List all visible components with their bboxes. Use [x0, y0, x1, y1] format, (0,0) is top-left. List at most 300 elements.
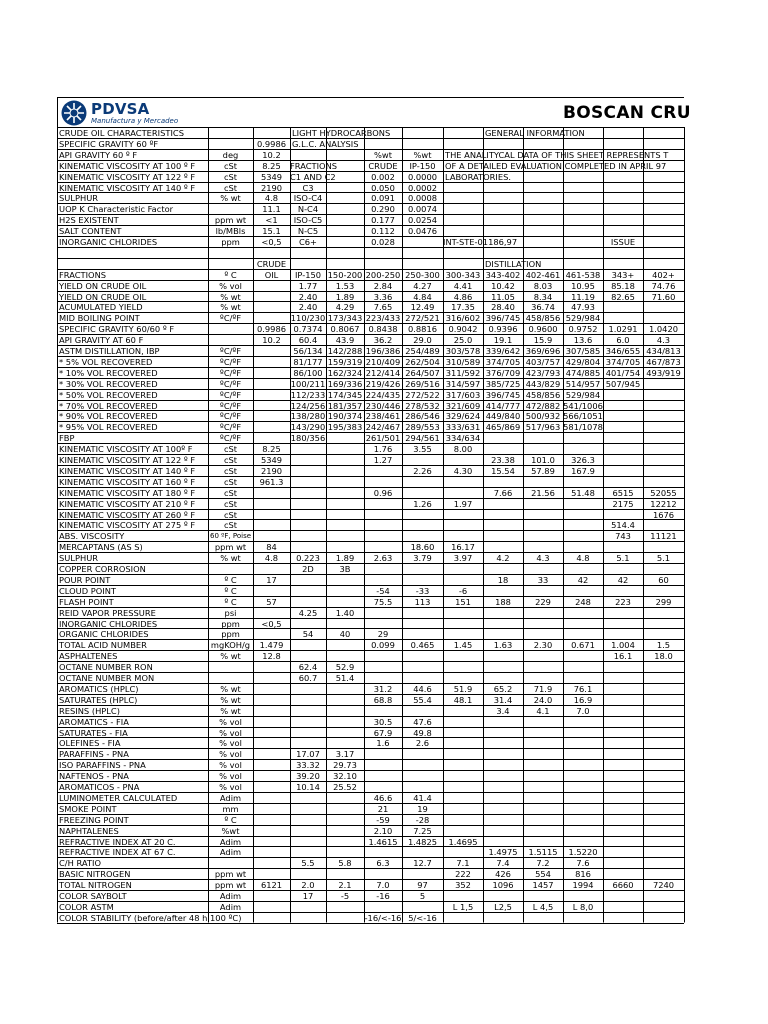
- cell-c4: 5/<-16: [408, 913, 437, 923]
- cell-c5: LABORATORIES.: [445, 172, 511, 182]
- cell-property: ORGANIC CHLORIDES: [59, 629, 149, 639]
- cell-c4: 272/522: [405, 390, 440, 400]
- cell-unit: cSt: [223, 466, 238, 476]
- cell-c6: 19.1: [493, 335, 513, 345]
- cell-property: SULPHUR: [59, 193, 99, 203]
- cell-c4: 55.4: [413, 695, 432, 705]
- cell-c3: 1.4615: [368, 837, 398, 847]
- cell-c10: 11121: [650, 531, 677, 541]
- cell-c1: 112/233: [290, 390, 326, 400]
- cell-c2: 40: [339, 629, 351, 639]
- cell-property: * 70% VOL RECOVERED: [59, 401, 158, 411]
- cell-c4: 2.26: [413, 466, 432, 476]
- cell-c3: 29: [377, 629, 389, 639]
- cell-c9: 743: [615, 531, 631, 541]
- cell-crude: 8.25: [262, 444, 281, 454]
- cell-c8: 0.9752: [568, 324, 598, 334]
- cell-c8: 248: [575, 597, 591, 607]
- cell-c3: 31.2: [373, 684, 393, 694]
- cell-c5: 7.1: [456, 858, 470, 868]
- cell-c7: 2.30: [533, 640, 553, 650]
- cell-c5: 51.9: [453, 684, 473, 694]
- cell-c8: 7.0: [576, 706, 590, 716]
- cell-c9: 16.1: [613, 651, 633, 661]
- cell-c1: 1.77: [298, 281, 318, 291]
- cell-c9: 6515: [612, 488, 634, 498]
- cell-property: REFRACTIVE INDEX AT 20 C.: [59, 837, 176, 847]
- cell-c2: 173/343: [327, 313, 363, 323]
- cell-c1: 124/256: [290, 401, 326, 411]
- cell-c5: 316/602: [445, 313, 481, 323]
- cell-c10: 493/919: [646, 368, 681, 378]
- cell-property: * 95% VOL RECOVERED: [59, 422, 158, 432]
- cell-c10: 299: [655, 597, 672, 607]
- logo-wordmark: PDVSA: [91, 100, 150, 118]
- cell-property: KINEMATIC VISCOSITY AT 100 º F: [59, 161, 196, 171]
- cell-c7: 458/856: [525, 390, 561, 400]
- cell-c7: 8.34: [533, 292, 553, 302]
- cell-c8: 307/585: [565, 346, 601, 356]
- cell-c4: 264/507: [405, 368, 440, 378]
- cell-c5: 1.97: [453, 499, 473, 509]
- cell-unit: ºC/ºF: [219, 379, 242, 389]
- cell-property: ASTM DISTILLATION, IBP: [59, 346, 160, 356]
- cell-c7: 500/932: [525, 411, 561, 421]
- cell-property: PARAFFINS - PNA: [59, 749, 129, 759]
- cell-c1: 2.40: [298, 302, 318, 312]
- cell-unit: º C: [224, 597, 237, 607]
- cell-c6: 396/745: [485, 390, 521, 400]
- cell-c9: 1.004: [611, 640, 635, 650]
- cell-c9: 6.0: [616, 335, 630, 345]
- cell-c6: 11.05: [491, 292, 515, 302]
- cell-c6: DISTILLATION: [485, 259, 542, 269]
- cell-c4: 0.0008: [407, 193, 438, 203]
- cell-c1: 2D: [302, 564, 314, 574]
- cell-c4: 3.55: [413, 444, 432, 454]
- cell-c3: 0.290: [371, 204, 395, 214]
- cell-c8: 1.5220: [568, 847, 598, 857]
- cell-property: ISO PARAFFINS - PNA: [59, 760, 146, 770]
- cell-c8: 47.93: [571, 302, 595, 312]
- cell-c2: 1.40: [335, 608, 355, 618]
- cell-c6: 28.40: [491, 302, 515, 312]
- cell-property: YIELD ON CRUDE OIL: [59, 292, 147, 302]
- cell-c8: 167.9: [571, 466, 595, 476]
- cell-c9: ISSUE: [610, 237, 636, 247]
- cell-c2: 2.1: [338, 880, 352, 890]
- cell-c5: 317/603: [445, 390, 481, 400]
- cell-c1: IP-150: [294, 270, 322, 280]
- cell-unit: % wt: [220, 651, 241, 661]
- cell-c3: 242/467: [365, 422, 401, 432]
- cell-unit: ppm: [221, 619, 240, 629]
- cell-c4: 0.0254: [407, 215, 438, 225]
- cell-c3: -16: [376, 891, 390, 901]
- cell-property: AROMATICOS - PNA: [59, 782, 140, 792]
- cell-c7: 8.03: [533, 281, 553, 291]
- cell-c1: N-C5: [297, 226, 319, 236]
- cell-unit: ºC/ºF: [219, 433, 242, 443]
- cell-c2: 32.10: [333, 771, 357, 781]
- cell-c3: 0.177: [371, 215, 395, 225]
- cell-c3: 36.2: [373, 335, 393, 345]
- cell-c5: 300-343: [445, 270, 481, 280]
- cell-c8: 474/885: [565, 368, 601, 378]
- cell-c1: 60.7: [298, 673, 318, 683]
- cell-c8: 514/957: [565, 379, 601, 389]
- cell-c3: 21: [377, 804, 389, 814]
- cell-c6: 414/777: [485, 401, 521, 411]
- cell-property: KINEMATIC VISCOSITY AT 122 º F: [59, 455, 196, 465]
- cell-c8: 13.6: [573, 335, 593, 345]
- cell-property: INORGANIC CHLORIDES: [59, 237, 158, 247]
- cell-c3: 0.099: [371, 640, 395, 650]
- cell-c6: 7.66: [493, 488, 513, 498]
- cell-c3: 0.028: [371, 237, 395, 247]
- cell-unit: % wt: [220, 302, 241, 312]
- cell-crude: 5349: [260, 172, 283, 182]
- cell-c8: 76.1: [573, 684, 593, 694]
- cell-c2: 169/336: [327, 379, 363, 389]
- cell-property: OCTANE NUMBER RON: [59, 662, 153, 672]
- cell-property: KINEMATIC VISCOSITY AT 140 º F: [59, 183, 196, 193]
- cell-c10: 1676: [652, 510, 675, 520]
- cell-property: KINEMATIC VISCOSITY AT 275 º F: [59, 520, 196, 530]
- cell-c3: 46.6: [373, 793, 393, 803]
- cell-c2: 3B: [339, 564, 351, 574]
- cell-property: SALT CONTENT: [59, 226, 122, 236]
- cell-c7: 402-461: [525, 270, 561, 280]
- cell-c4: 18.60: [410, 542, 435, 552]
- cell-crude: 10.2: [262, 150, 281, 160]
- cell-c4: 0.0476: [407, 226, 438, 236]
- cell-property: COLOR ASTM: [59, 902, 114, 912]
- cell-c4: 0.465: [410, 640, 435, 650]
- cell-unit: % vol: [219, 738, 242, 748]
- cell-c3: 219/426: [365, 379, 401, 389]
- cell-c4: 294/561: [405, 433, 440, 443]
- cell-unit: % vol: [219, 782, 242, 792]
- cell-c9: 346/655: [605, 346, 641, 356]
- cell-c4: 47.6: [413, 717, 432, 727]
- cell-property: FREEZING POINT: [59, 815, 129, 825]
- cell-c5: 25.0: [453, 335, 473, 345]
- cell-property: H2S EXISTENT: [59, 215, 119, 225]
- cell-property: AROMATICS (HPLC): [59, 684, 139, 694]
- cell-unit: º C: [224, 586, 237, 596]
- cell-unit: cSt: [223, 499, 238, 509]
- cell-c9: 2175: [612, 499, 634, 509]
- cell-c5: OF A DETAILED EVALUATION COMPLETED IN APRIL 97: [445, 161, 667, 171]
- cell-c1: 17: [302, 891, 314, 901]
- cell-c5: 16.17: [451, 542, 475, 552]
- cell-unit: ºC/ºF: [219, 401, 242, 411]
- cell-c4: 7.25: [413, 826, 432, 836]
- cell-c6: 339/642: [485, 346, 521, 356]
- cell-c1: 10.14: [296, 782, 320, 792]
- cell-c3: 0.050: [371, 183, 395, 193]
- cell-c5: 8.00: [453, 444, 473, 454]
- cell-unit: cSt: [223, 444, 238, 454]
- cell-c2: 0.8067: [330, 324, 360, 334]
- cell-property: UOP K Characteristic Factor: [59, 204, 174, 214]
- cell-c9: 343+: [611, 270, 635, 280]
- cell-c4: 49.8: [413, 728, 432, 738]
- cell-property: API GRAVITY AT 60 F: [59, 335, 144, 345]
- cell-property: NAFTENOS - PNA: [59, 771, 129, 781]
- cell-unit: cSt: [223, 161, 238, 171]
- cell-unit: % vol: [219, 771, 242, 781]
- cell-unit: ºC/ºF: [219, 346, 242, 356]
- cell-c2: 29.73: [333, 760, 357, 770]
- cell-c1: 143/290: [290, 422, 326, 432]
- cell-c7: 1457: [532, 880, 554, 890]
- cell-c9: 82.65: [611, 292, 635, 302]
- cell-c6: 396/745: [485, 313, 521, 323]
- cell-c8: 11.19: [571, 292, 595, 302]
- cell-c2: 1.89: [335, 553, 355, 563]
- cell-unit: º C: [224, 575, 237, 585]
- cell-unit: ºC/ºF: [219, 411, 242, 421]
- cell-c6: 3.4: [496, 706, 510, 716]
- cell-property: C/H RATIO: [59, 858, 101, 868]
- cell-c2: 25.52: [333, 782, 357, 792]
- cell-crude: 0.9986: [256, 139, 287, 149]
- cell-c1: C1 AND C2: [290, 172, 336, 182]
- cell-c5: 3.97: [453, 553, 473, 563]
- cell-property: * 50% VOL RECOVERED: [59, 390, 158, 400]
- cell-crude: OIL: [264, 270, 279, 280]
- cell-property: FBP: [59, 433, 75, 443]
- cell-c4: 262/504: [405, 357, 440, 367]
- cell-c5: 352: [455, 880, 471, 890]
- cell-c6: 449/840: [485, 411, 521, 421]
- cell-c6: 15.54: [491, 466, 515, 476]
- cell-c9: 374/705: [605, 357, 641, 367]
- cell-c6: L2,5: [494, 902, 512, 912]
- cell-c4: 4.84: [413, 292, 432, 302]
- cell-c2: 150-200: [327, 270, 363, 280]
- cell-c1: 4.25: [298, 608, 318, 618]
- cell-unit: cSt: [223, 477, 238, 487]
- cell-c3: 224/435: [365, 390, 401, 400]
- cell-c1: C6+: [298, 237, 318, 247]
- cell-c3: 238/461: [365, 411, 401, 421]
- cell-c3: 0.96: [373, 488, 393, 498]
- cell-c2: 142/288: [327, 346, 363, 356]
- cell-c2: 159/319: [327, 357, 363, 367]
- cell-c2: 195/383: [327, 422, 363, 432]
- cell-property: INORGANIC CHLORIDES: [59, 619, 158, 629]
- cell-c8: 42: [577, 575, 589, 585]
- cell-property: KINEMATIC VISCOSITY AT 260 º F: [59, 510, 196, 520]
- cell-crude: <1: [265, 215, 278, 225]
- cell-c4: 19: [417, 804, 428, 814]
- cell-c5: -6: [458, 586, 468, 596]
- cell-unit: cSt: [223, 172, 238, 182]
- cell-unit: cSt: [223, 183, 238, 193]
- cell-crude: CRUDE: [256, 259, 287, 269]
- cell-c4: 1.26: [413, 499, 432, 509]
- cell-unit: % vol: [219, 717, 242, 727]
- cell-c3: 212/414: [365, 368, 401, 378]
- cell-c4: 12.7: [413, 858, 432, 868]
- cell-c4: 1.4825: [407, 837, 438, 847]
- cell-c7: 554: [535, 869, 551, 879]
- cell-unit: % wt: [220, 193, 241, 203]
- cell-property: SATURATES (HPLC): [59, 695, 138, 705]
- cell-c3: 7.0: [376, 880, 390, 890]
- cell-c1: N-C4: [297, 204, 319, 214]
- cell-c3: 0.8438: [368, 324, 398, 334]
- cell-unit: % wt: [220, 292, 241, 302]
- cell-c4: IP-150: [409, 161, 436, 171]
- cell-property: TOTAL NITROGEN: [59, 880, 132, 890]
- cell-c6: 4.2: [496, 553, 510, 563]
- cell-c8: 461-538: [565, 270, 601, 280]
- cell-c5: 4.41: [453, 281, 473, 291]
- cell-c7: 71.9: [533, 684, 553, 694]
- cell-c3: 7.65: [373, 302, 393, 312]
- cell-property: COLOR SAYBOLT: [59, 891, 127, 901]
- cell-c6: 426: [495, 869, 511, 879]
- cell-c1: 39.20: [296, 771, 320, 781]
- cell-c3: 3.36: [373, 292, 393, 302]
- cell-c4: 250-300: [405, 270, 440, 280]
- cell-unit: Adim: [219, 837, 242, 847]
- cell-c7: 15.9: [533, 335, 553, 345]
- cell-property: OCTANE NUMBER MON: [59, 673, 155, 683]
- cell-c9: 6660: [612, 880, 634, 890]
- cell-unit: lb/MBls: [215, 226, 246, 236]
- cell-c1: 2.40: [298, 292, 318, 302]
- cell-c3: 210/409: [365, 357, 401, 367]
- cell-c4: 278/532: [405, 401, 440, 411]
- cell-c3: 2.84: [373, 281, 393, 291]
- cell-property: MERCAPTANS (AS S): [59, 542, 143, 552]
- cell-unit: ppm wt: [214, 542, 247, 552]
- cell-c4: 0.0002: [407, 183, 438, 193]
- cell-unit: ºC/ºF: [219, 357, 242, 367]
- cell-c6: 10.42: [491, 281, 515, 291]
- cell-c4: 3.79: [413, 553, 432, 563]
- cell-unit: Adim: [219, 847, 242, 857]
- cell-c7: L 4,5: [532, 902, 554, 912]
- cell-c5: 48.1: [453, 695, 473, 705]
- cell-property: NAPHTALENES: [59, 826, 119, 836]
- cell-c7: 21.56: [531, 488, 555, 498]
- cell-unit: % wt: [220, 553, 241, 563]
- cell-c8: 7.6: [576, 858, 590, 868]
- cell-c1: 62.4: [298, 662, 318, 672]
- cell-c3: 75.5: [373, 597, 393, 607]
- cell-c4: 12.49: [410, 302, 435, 312]
- cell-c1: ISO-C4: [293, 193, 323, 203]
- cell-c3: -59: [376, 815, 390, 825]
- cell-c4: 0.0000: [407, 172, 438, 182]
- cell-c8: 581/1078: [563, 422, 603, 432]
- cell-unit: cSt: [223, 520, 238, 530]
- cell-crude: 84: [266, 542, 277, 552]
- cell-property: FRACTIONS: [59, 270, 107, 280]
- cell-c9: 42: [617, 575, 629, 585]
- cell-c2: 181/357: [327, 401, 363, 411]
- cell-c3: 0.002: [371, 172, 395, 182]
- cell-c1: LIGHT HYDROCARBONS: [292, 128, 391, 138]
- cell-c7: 1.5115: [528, 847, 558, 857]
- header-border: [57, 97, 684, 127]
- cell-property: REID VAPOR PRESSURE: [59, 608, 156, 618]
- cell-c6: 376/709: [485, 368, 521, 378]
- cell-crude: 961.3: [259, 477, 284, 487]
- cell-crude: 4.8: [264, 193, 279, 203]
- cell-unit: ppm wt: [214, 869, 247, 879]
- cell-property: CLOUD POINT: [59, 586, 117, 596]
- cell-c5: 1.4695: [448, 837, 478, 847]
- cell-crude: 15.1: [262, 226, 281, 236]
- cell-crude: 10.2: [262, 335, 281, 345]
- cell-property: COPPER CORROSION: [59, 564, 146, 574]
- cell-c4: 29.0: [413, 335, 432, 345]
- cell-c7: 101.0: [531, 455, 555, 465]
- cell-c3: 261/501: [365, 433, 401, 443]
- cell-c10: 12212: [650, 499, 677, 509]
- cell-c6: 7.4: [496, 858, 510, 868]
- cell-c4: 286/546: [405, 411, 440, 421]
- cell-c7: 517/963: [525, 422, 561, 432]
- cell-c8: 0.671: [571, 640, 595, 650]
- cell-c5: 151: [455, 597, 471, 607]
- cell-c6: GENERAL INFORMATION: [485, 128, 585, 138]
- cell-c6: 31.4: [493, 695, 513, 705]
- cell-c7: 472/882: [525, 401, 561, 411]
- cell-property: * 10% VOL RECOVERED: [59, 368, 158, 378]
- cell-c4: 269/516: [405, 379, 440, 389]
- cell-c2: 5.8: [338, 858, 352, 868]
- cell-c7: 369/696: [525, 346, 561, 356]
- cell-c9: 514.4: [611, 520, 635, 530]
- cell-property: SMOKE POINT: [59, 804, 117, 814]
- cell-c9: 85.18: [611, 281, 635, 291]
- cell-c10: 5.1: [656, 553, 671, 563]
- cell-unit: º C: [224, 270, 237, 280]
- cell-c4: 44.6: [413, 684, 432, 694]
- cell-property: SATURATES - FIA: [59, 728, 128, 738]
- cell-c8: 566/1051: [563, 411, 603, 421]
- cell-c4: 0.0074: [407, 204, 438, 214]
- cell-c4: 0.8816: [407, 324, 438, 334]
- cell-c9: 5.1: [616, 553, 630, 563]
- cell-c5: 4.30: [453, 466, 473, 476]
- cell-c4: -28: [415, 815, 430, 825]
- cell-c5: 1.45: [453, 640, 473, 650]
- cell-unit: ppm wt: [214, 215, 247, 225]
- cell-c8: 541/1006: [563, 401, 603, 411]
- cell-c7: 229: [535, 597, 551, 607]
- cell-c5: 0.9042: [448, 324, 478, 334]
- cell-unit: cSt: [223, 488, 238, 498]
- cell-c1: 60.4: [298, 335, 318, 345]
- cell-c10: 60: [658, 575, 669, 585]
- cell-c5: 310/589: [445, 357, 481, 367]
- cell-property: SPECIFIC GRAVITY 60 ºF: [59, 139, 159, 149]
- cell-c1: 180/356: [290, 433, 326, 443]
- cell-property: ABS. VISCOSITY: [59, 531, 125, 541]
- cell-unit: %wt: [221, 826, 240, 836]
- cell-unit: cSt: [223, 510, 238, 520]
- cell-c4: 41.4: [413, 793, 432, 803]
